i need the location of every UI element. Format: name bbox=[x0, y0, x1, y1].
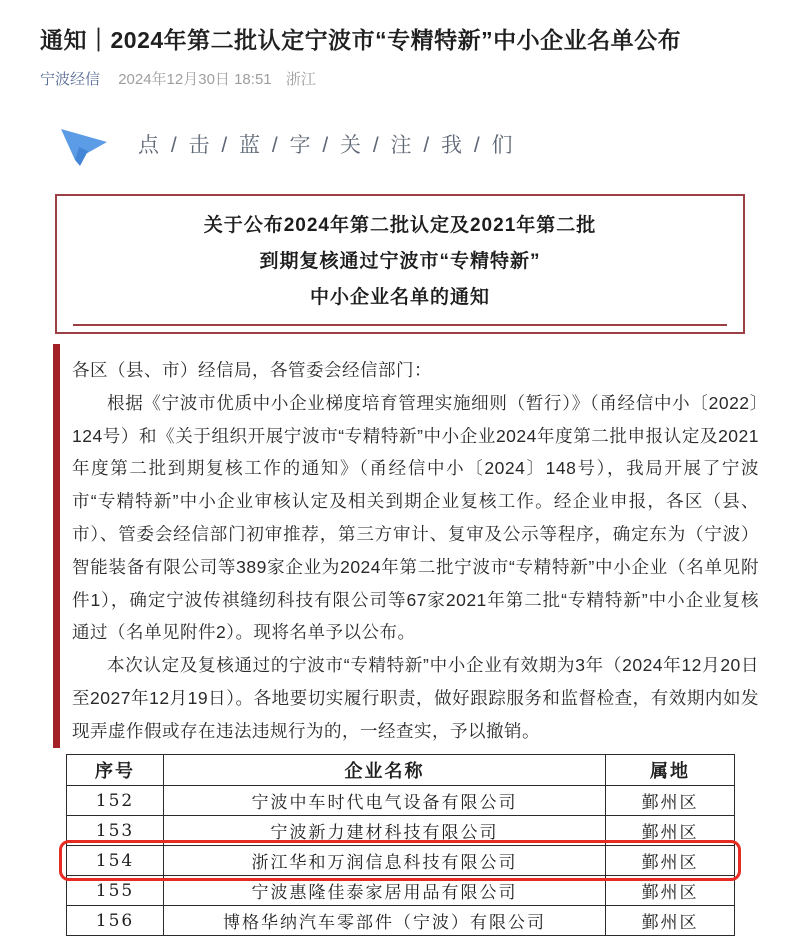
cell-seq: 155 bbox=[67, 876, 164, 906]
table-row-highlighted bbox=[67, 846, 735, 876]
cell-district: 鄞州区 bbox=[606, 846, 735, 876]
follow-banner-text: 点 / 击 / 蓝 / 字 / 关 / 注 / 我 / 们 bbox=[138, 134, 516, 157]
cell-district: 鄞州区 bbox=[606, 906, 735, 936]
table-header-row bbox=[67, 755, 735, 786]
cell-company: 宁波中车时代电气设备有限公司 bbox=[164, 786, 606, 816]
company-table bbox=[66, 754, 735, 936]
cell-district: 鄞州区 bbox=[606, 876, 735, 906]
notice-title-line-3: 中小企业名单的通知 bbox=[309, 287, 490, 308]
notice-title-box bbox=[55, 194, 745, 334]
publish-location: 浙江 bbox=[285, 71, 316, 88]
body-paragraph-salutation: 各区（县、市）经信局，各管委会经信部门： bbox=[72, 360, 432, 380]
paper-plane-icon bbox=[58, 121, 110, 167]
header-district: 属地 bbox=[606, 755, 735, 786]
notice-title-line-1: 关于公布2024年第二批认定及2021年第二批 bbox=[203, 215, 597, 236]
cell-seq: 156 bbox=[67, 906, 164, 936]
cell-company: 博格华纳汽车零部件（宁波）有限公司 bbox=[164, 906, 606, 936]
header-seq: 序号 bbox=[67, 755, 164, 786]
table-row bbox=[67, 876, 735, 906]
cell-district: 鄞州区 bbox=[606, 816, 735, 846]
cell-seq: 152 bbox=[67, 786, 164, 816]
follow-banner bbox=[58, 118, 516, 170]
notice-divider bbox=[73, 324, 727, 326]
company-list-table-wrap bbox=[66, 754, 734, 936]
cell-seq: 153 bbox=[67, 816, 164, 846]
notice-body bbox=[53, 344, 759, 748]
table-row bbox=[67, 906, 735, 936]
table-row bbox=[67, 816, 735, 846]
account-link[interactable]: 宁波经信 bbox=[40, 71, 101, 88]
publish-datetime: 2024年12月30日 18:51 bbox=[118, 71, 272, 88]
cell-company: 浙江华和万润信息科技有限公司 bbox=[164, 846, 606, 876]
cell-seq: 154 bbox=[67, 846, 164, 876]
cell-company: 宁波新力建材科技有限公司 bbox=[164, 816, 606, 846]
header-company-name: 企业名称 bbox=[164, 755, 606, 786]
notice-title-line-2: 到期复核通过宁波市“专精特新” bbox=[259, 251, 541, 272]
body-paragraph-main: 根据《宁波市优质中小企业梯度培育管理实施细则（暂行）》（甬经信中小〔2022〕124号）和《关于组织开展宁波市“专精特新”中小企业2024年度第二批申报认定及2021年度第二批到期复核工作的通知》（甬经信中小〔2024〕148号），我局开展了宁波市“专精特新”中小企业审核认定及相关到期企业复核工作。经企业申报，各区（县、市）、管委会经信部门初审推荐，第三方审计、复审及公示等程序，确定东为（宁波）智能装备有限公司等389家企业为2024年第二批宁波市“专精特新”中小企业（名单见附件1），确定宁波传祺缝纫科技有限公司等67家2021年第二批“专精特新”中小企业复核通过（名单见附件2）。现将名单予以公布。 bbox=[72, 392, 759, 643]
body-paragraph-validity: 本次认定及复核通过的宁波市“专精特新”中小企业有效期为3年（2024年12月20日至2027年12月19日）。各地要切实履行职责，做好跟踪服务和监督检查，有效期内如发现弄虚作假或存在违法违规行为的，一经查实，予以撤销。 bbox=[72, 655, 759, 741]
byline bbox=[40, 68, 316, 89]
page-title: 通知｜2024年第二批认定宁波市“专精特新”中小企业名单公布 bbox=[40, 27, 682, 53]
cell-company: 宁波惠隆佳泰家居用品有限公司 bbox=[164, 876, 606, 906]
table-row bbox=[67, 786, 735, 816]
cell-district: 鄞州区 bbox=[606, 786, 735, 816]
